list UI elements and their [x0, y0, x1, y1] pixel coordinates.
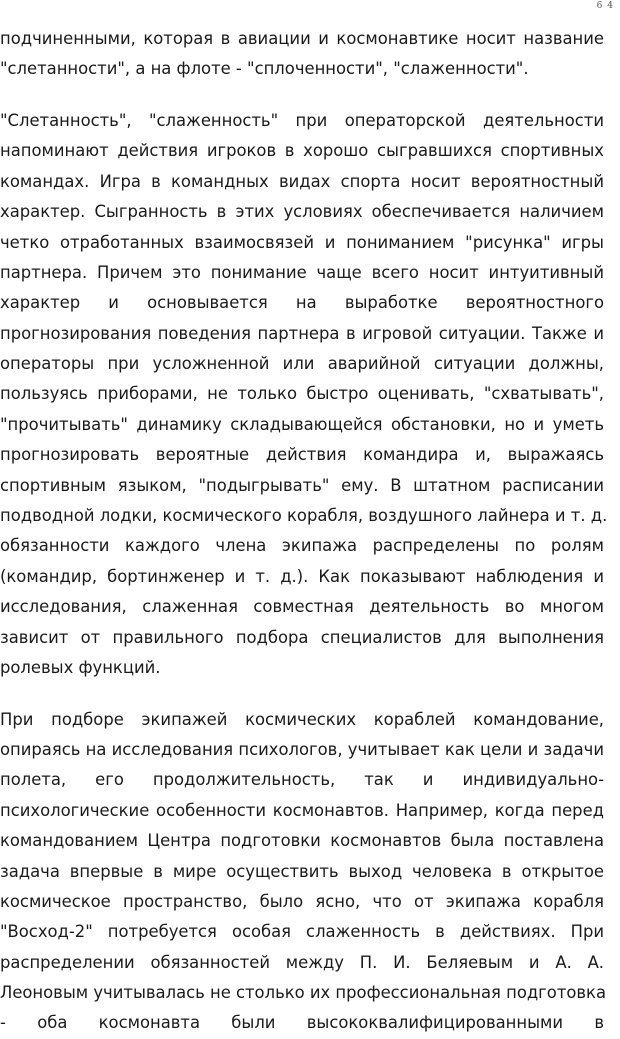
- text-line: обязанности каждого члена экипажа распределены по ролям: [0, 536, 604, 556]
- text-line: (командир, бортинженер и т. д.). Как показывают наблюдения и: [0, 566, 604, 586]
- text-line: космическое пространство, было ясно, что от экипажа корабля: [0, 891, 604, 911]
- text-line: "слетанности", а на флоте - "сплоченности", "слаженности".: [0, 59, 529, 79]
- text-line: характер и основывается на выработке вероятностного: [0, 293, 604, 313]
- text-line: "прочитывать" динамику складывающейся обстановки, но и уметь: [0, 414, 604, 434]
- text-line: подчиненными, которая в авиации и космонавтике носит название: [0, 29, 604, 48]
- text-line: исследования, слаженная совместная деятельность во многом: [0, 597, 604, 617]
- text-line: четко отработанных взаимосвязей и пониманием "рисунка" игры: [0, 232, 604, 252]
- text-line: операторы при усложненной или аварийной ситуации должны,: [0, 354, 604, 374]
- text-line: спортивным языком, "подыгрывать" ему. В штатном расписании: [0, 475, 604, 495]
- text-line: подводной лодки, космического корабля, воздушного лайнера и т. д.: [0, 506, 608, 526]
- text-line: психологические особенности космонавтов. Например, когда перед: [0, 800, 604, 820]
- text-line: ролевых функций.: [0, 658, 161, 677]
- paragraph-3: [0, 705, 604, 1039]
- page-number: 6 4: [596, 1, 614, 11]
- paragraph-2: [0, 106, 608, 683]
- text-line: "Слетанность", "слаженность" при операторской деятельности: [0, 110, 604, 130]
- text-line: напоминают действия игроков в хорошо сыгравшихся спортивных: [0, 141, 604, 161]
- text-line: характер. Сыгранность в этих условиях обеспечивается наличием: [0, 202, 604, 222]
- text-line: - оба космонавта были высококвалифицированными в: [0, 1013, 604, 1033]
- text-line: командованием Центра подготовки космонавтов была поставлена: [0, 831, 604, 851]
- text-line: опираясь на исследования психологов, учитывает как цели и задачи: [0, 739, 604, 759]
- text-line: зависит от правильного подбора специалистов для выполнения: [0, 627, 604, 647]
- text-line: распределении обязанностей между П. И. Беляевым и А. А.: [0, 952, 604, 972]
- paragraph-1: [0, 24, 604, 85]
- text-line: партнера. Причем это понимание чаще всего носит интуитивный: [0, 262, 604, 282]
- text-line: прогнозирования поведения партнера в игровой ситуации. Также и: [0, 323, 604, 343]
- text-line: "Восход-2" потребуется особая слаженность в действиях. При: [0, 922, 604, 942]
- text-line: полета, его продолжительность, так и индивидуально-: [0, 770, 604, 790]
- text-line: задача впервые в мире осуществить выход человека в открытое: [0, 861, 604, 881]
- text-line: командах. Игра в командных видах спорта носит вероятностный: [0, 171, 604, 191]
- text-line: прогнозировать вероятные действия командира и, выражаясь: [0, 445, 604, 465]
- text-line: Леоновым учитывалась не столько их профессиональная подготовка: [0, 983, 606, 1003]
- text-line: пользуясь приборами, не только быстро оценивать, "схватывать",: [0, 384, 604, 404]
- body-text: [0, 24, 608, 1039]
- text-line: При подборе экипажей космических кораблей командование,: [0, 709, 604, 729]
